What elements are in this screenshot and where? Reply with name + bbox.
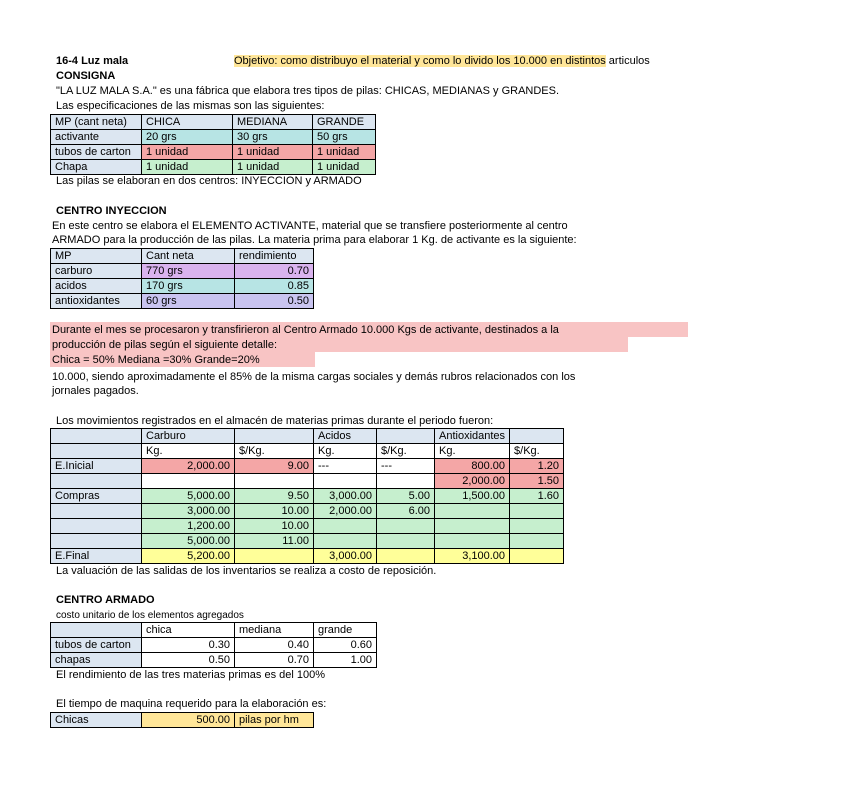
mov-row-label	[51, 504, 142, 519]
mov-cell: 800.00	[435, 459, 510, 474]
mov-cell	[435, 534, 510, 549]
inyeccion-paragraph-1: En este centro se elabora el ELEMENTO ACTIVANTE, material que se transfiere posteriormente al centro	[52, 220, 568, 232]
movimientos-row	[51, 459, 564, 474]
armado-cell: 0.50	[142, 653, 235, 668]
activante-cell: 170 grs	[142, 279, 235, 294]
spec-row-label: Chapa	[51, 160, 142, 175]
mov-cell: 10.00	[235, 504, 314, 519]
mov-cell: ---	[377, 459, 435, 474]
mov-cell	[435, 519, 510, 534]
mov-cell: 9.50	[235, 489, 314, 504]
mov-cell: 2,000.00	[142, 459, 235, 474]
mov-header-blank	[51, 429, 142, 444]
mov-cell: 2,000.00	[314, 504, 377, 519]
mov-cell: 2,000.00	[435, 474, 510, 489]
armado-subtitle: costo unitario de los elementos agregados	[56, 610, 244, 621]
mov-cell: 11.00	[235, 534, 314, 549]
mov-cell: 5,000.00	[142, 534, 235, 549]
transfer-line-2: producción de pilas según el siguiente detalle:	[52, 339, 278, 351]
mov-cell: 1.50	[510, 474, 564, 489]
mov-cell	[377, 534, 435, 549]
mov-cell: 3,000.00	[142, 504, 235, 519]
objective-note	[234, 55, 650, 68]
mov-cell: ---	[314, 459, 377, 474]
mov-header-blank	[51, 444, 142, 459]
armado-cell: 0.40	[235, 638, 314, 653]
mov-subheader-cell: $/Kg.	[377, 444, 435, 459]
mov-subheader-cell: Kg.	[314, 444, 377, 459]
spec-cell: 30 grs	[233, 130, 313, 145]
armado-cost-table	[50, 622, 377, 668]
mov-cell	[235, 474, 314, 489]
centers-note: Las pilas se elaboran en dos centros: INYECCION y ARMADO	[56, 175, 362, 187]
mov-cell	[435, 504, 510, 519]
armado-row-label: tubos de carton	[51, 638, 142, 653]
mov-cell: 9.00	[235, 459, 314, 474]
valuation-note: La valuación de las salidas de los inventarios se realiza a costo de reposición.	[56, 565, 437, 577]
mov-cell: 5.00	[377, 489, 435, 504]
activante-row	[51, 264, 314, 279]
spec-cell: 1 unidad	[313, 145, 376, 160]
activante-cell: 770 grs	[142, 264, 235, 279]
activante-cell: 0.70	[235, 264, 314, 279]
armado-row	[51, 638, 377, 653]
movimientos-group-header	[51, 429, 564, 444]
activante-row-label: antioxidantes	[51, 294, 142, 309]
mov-cell: 1,200.00	[142, 519, 235, 534]
spec-table	[50, 114, 376, 175]
spec-header-cell: CHICA	[142, 115, 233, 130]
activante-header-cell: Cant neta	[142, 249, 235, 264]
movimientos-row	[51, 549, 564, 564]
mov-cell: 5,200.00	[142, 549, 235, 564]
spec-header-cell: GRANDE	[313, 115, 376, 130]
spec-header-cell: MP (cant neta)	[51, 115, 142, 130]
mov-header-blank	[377, 429, 435, 444]
movimientos-row	[51, 534, 564, 549]
objective-tail: articulos	[605, 55, 650, 67]
activante-table	[50, 248, 314, 309]
armado-cell: 1.00	[314, 653, 377, 668]
mov-group-acidos: Acidos	[314, 429, 377, 444]
spec-cell: 1 unidad	[142, 145, 233, 160]
movimientos-row	[51, 519, 564, 534]
spec-cell: 20 grs	[142, 130, 233, 145]
mov-cell	[142, 474, 235, 489]
armado-header-cell	[51, 623, 142, 638]
transfer-line-4: 10.000, siendo aproximadamente el 85% de la misma cargas sociales y demás rubros relacionados con los	[52, 371, 576, 383]
page-title: 16-4 Luz mala	[56, 55, 129, 67]
mov-row-label: E.Inicial	[51, 459, 142, 474]
inyeccion-paragraph-2: ARMADO para la producción de las pilas. La materia prima para elaborar 1 Kg. de activante es la siguiente:	[52, 234, 577, 246]
mov-cell	[510, 504, 564, 519]
armado-cell: 0.60	[314, 638, 377, 653]
spec-header-cell: MEDIANA	[233, 115, 313, 130]
spec-cell: 1 unidad	[313, 160, 376, 175]
spec-table-row	[51, 130, 376, 145]
activante-header-cell: MP	[51, 249, 142, 264]
inyeccion-heading: CENTRO INYECCION	[56, 205, 167, 217]
yield-note: El rendimiento de las tres materias primas es del 100%	[56, 669, 326, 681]
activante-cell: 60 grs	[142, 294, 235, 309]
spec-table-row	[51, 145, 376, 160]
mov-cell: 1.20	[510, 459, 564, 474]
mov-cell	[377, 474, 435, 489]
movimientos-row	[51, 504, 564, 519]
transfer-line-1: Durante el mes se procesaron y transfirieron al Centro Armado 10.000 Kgs de activante, destinados a la	[52, 324, 559, 336]
machine-time-unit: pilas por hm	[235, 713, 314, 728]
activante-row	[51, 294, 314, 309]
armado-header-cell: mediana	[235, 623, 314, 638]
mov-subheader-cell: Kg.	[142, 444, 235, 459]
mov-cell	[314, 519, 377, 534]
mov-cell: 3,000.00	[314, 549, 377, 564]
intro-line-2: Las especificaciones de las mismas son las siguientes:	[56, 100, 325, 112]
mov-header-blank	[510, 429, 564, 444]
armado-header	[51, 623, 377, 638]
armado-header-cell: chica	[142, 623, 235, 638]
activante-row-label: carburo	[51, 264, 142, 279]
mov-cell: 6.00	[377, 504, 435, 519]
spec-cell: 1 unidad	[233, 160, 313, 175]
armado-row-label: chapas	[51, 653, 142, 668]
transfer-distribution: Chica = 50% Mediana =30% Grande=20%	[52, 354, 260, 366]
activante-header-cell: rendimiento	[235, 249, 314, 264]
spec-cell: 50 grs	[313, 130, 376, 145]
armado-cell: 0.30	[142, 638, 235, 653]
mov-cell	[377, 519, 435, 534]
spec-cell: 1 unidad	[233, 145, 313, 160]
objective-highlight: Objetivo: como distribuyo el material y como lo divido los 10.000 en distintos	[234, 55, 606, 67]
movimientos-table	[50, 428, 564, 564]
intro-line-1: "LA LUZ MALA S.A." es una fábrica que elabora tres tipos de pilas: CHICAS, MEDIANAS y GRANDES.	[56, 85, 560, 97]
activante-cell: 0.50	[235, 294, 314, 309]
mov-cell: 1,500.00	[435, 489, 510, 504]
spec-table-row	[51, 160, 376, 175]
machine-time-label: Chicas	[51, 713, 142, 728]
spec-cell: 1 unidad	[142, 160, 233, 175]
mov-cell: 5,000.00	[142, 489, 235, 504]
spec-table-header	[51, 115, 376, 130]
mov-cell	[235, 549, 314, 564]
armado-cell: 0.70	[235, 653, 314, 668]
mov-cell	[314, 534, 377, 549]
mov-group-carburo: Carburo	[142, 429, 235, 444]
mov-row-label: E.Final	[51, 549, 142, 564]
mov-row-label	[51, 534, 142, 549]
armado-header-cell: grande	[314, 623, 377, 638]
spec-row-label: activante	[51, 130, 142, 145]
armado-row	[51, 653, 377, 668]
movimientos-row	[51, 474, 564, 489]
mov-cell	[510, 549, 564, 564]
movimientos-subheader	[51, 444, 564, 459]
machine-time-intro: El tiempo de maquina requerido para la elaboración es:	[56, 698, 327, 710]
mov-cell	[510, 519, 564, 534]
mov-cell: 1.60	[510, 489, 564, 504]
mov-header-blank	[235, 429, 314, 444]
mov-cell: 10.00	[235, 519, 314, 534]
mov-cell	[510, 534, 564, 549]
activante-row-label: acidos	[51, 279, 142, 294]
mov-group-antioxidantes: Antioxidantes	[435, 429, 510, 444]
machine-time-row	[51, 713, 314, 728]
machine-time-value: 500.00	[142, 713, 235, 728]
armado-heading: CENTRO ARMADO	[56, 594, 155, 606]
movimientos-intro: Los movimientos registrados en el almacén de materias primas durante el periodo fueron:	[56, 415, 494, 427]
machine-time-table	[50, 712, 314, 728]
mov-row-label: Compras	[51, 489, 142, 504]
movimientos-row	[51, 489, 564, 504]
transfer-line-5: jornales pagados.	[52, 385, 139, 397]
spec-row-label: tubos de carton	[51, 145, 142, 160]
activante-cell: 0.85	[235, 279, 314, 294]
mov-subheader-cell: $/Kg.	[510, 444, 564, 459]
mov-row-label	[51, 474, 142, 489]
activante-header	[51, 249, 314, 264]
mov-cell	[314, 474, 377, 489]
mov-row-label	[51, 519, 142, 534]
mov-cell: 3,100.00	[435, 549, 510, 564]
activante-row	[51, 279, 314, 294]
mov-cell: 3,000.00	[314, 489, 377, 504]
mov-cell	[377, 549, 435, 564]
mov-subheader-cell: Kg.	[435, 444, 510, 459]
consigna-heading: CONSIGNA	[56, 70, 116, 82]
mov-subheader-cell: $/Kg.	[235, 444, 314, 459]
